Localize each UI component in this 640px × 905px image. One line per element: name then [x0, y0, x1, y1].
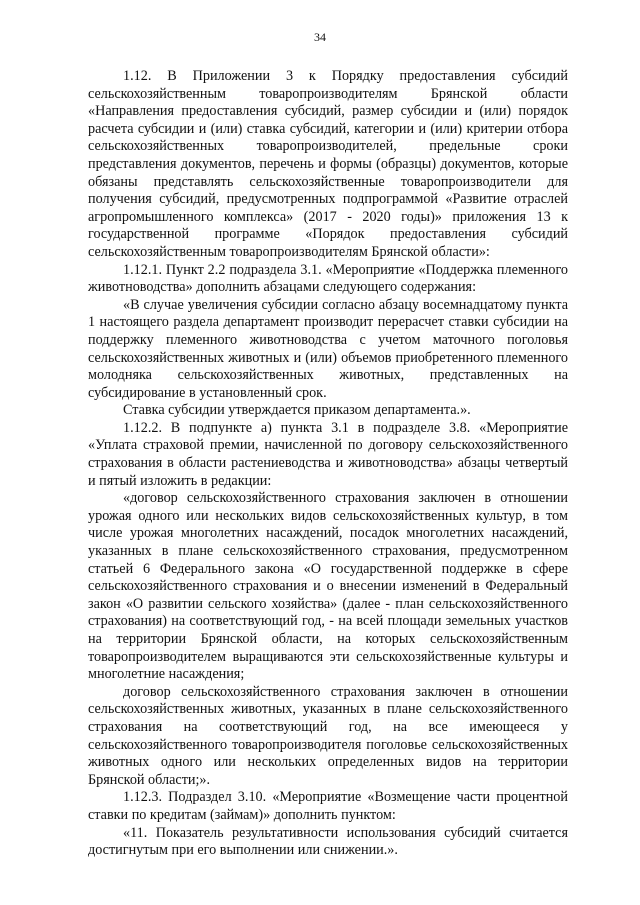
paragraph-1-12-1: 1.12.1. Пункт 2.2 подраздела 3.1. «Мероприятие «Поддержка племенного животноводства» дополнить абзацами следующего содержания:	[88, 261, 568, 296]
paragraph-1-12-3: 1.12.3. Подраздел 3.10. «Мероприятие «Возмещение части процентной ставки по кредитам (займам)» дополнить пунктом:	[88, 789, 568, 823]
paragraph-animal-insurance: договор сельскохозяйственного страхования заключен в отношении сельскохозяйственных животных, указанных в плане сельскохозяйственного страхования на соответствующий год, на все имеющееся у сельскохозяйственного товаропроизводителя поголовье сельскохозяйственных животных одного или нескольких определенных видов на территории Брянской области;».	[88, 683, 568, 788]
document-body	[88, 68, 568, 860]
paragraph-quote-subsidy-increase: «В случае увеличения субсидии согласно абзацу восемнадцатому пункта 1 настоящего раздела департамент производит перерасчет ставки субсидии на поддержку племенного животноводства с учетом маточного поголовья сельскохозяйственных животных и (или) объемов приобретенного племенного молодняка сельскохозяйственных животных, представленных на субсидирование в установленный срок.	[88, 296, 568, 401]
paragraph-1-12-2: 1.12.2. В подпункте а) пункта 3.1 в подразделе 3.8. «Мероприятие «Уплата страховой премии, начисленной по договору сельскохозяйственного страхования в области растениеводства и животноводства» абзацы четвертый и пятый изложить в редакции:	[88, 419, 568, 489]
page-number: 34	[314, 30, 326, 44]
paragraph-quote-indicator: «11. Показатель результативности использования субсидий считается достигнутым при его выполнении или снижении.».	[88, 824, 568, 859]
paragraph-subsidy-rate: Ставка субсидии утверждается приказом департамента.».	[123, 402, 471, 419]
paragraph-quote-crop-insurance: «договор сельскохозяйственного страхования заключен в отношении урожая одного или нескольких видов сельскохозяйственных культур, в том числе урожая многолетних насаждений, посадок многолетних насаждений, указанных в плане сельскохозяйственного страхования, предусмотренном статьей 6 Федерального закона «О государственной поддержке в сфере сельскохозяйственного страхования и о внесении изменений в Федеральный закон «О развитии сельского хозяйства» (далее - план сельскохозяйственного страхования) на соответствующий год, - на всей площади земельных участков на территории Брянской области, на которых сельскохозяйственным товаропроизводителем выращиваются эти сельскохозяйственные культуры и многолетние насаждения;	[88, 490, 568, 683]
paragraph-1-12: 1.12. В Приложении 3 к Порядку предоставления субсидий сельскохозяйственным товаропроизводителям Брянской области «Направления предоставления субсидий, размер субсидии и (или) порядок расчета субсидии и (или) ставка субсидий, категории и (или) критерии отбора сельскохозяйственных товаропроизводителей, предельные сроки представления документов, перечень и формы (образцы) документов, которые обязаны представлять сельскохозяйственные товаропроизводители для получения субсидий, предусмотренных подпрограммой «Развитие отраслей агропромышленного комплекса» (2017 - 2020 годы)» приложения 13 к государственной программе «Порядок предоставления субсидий сельскохозяйственным товаропроизводителям Брянской области»:	[88, 68, 568, 260]
